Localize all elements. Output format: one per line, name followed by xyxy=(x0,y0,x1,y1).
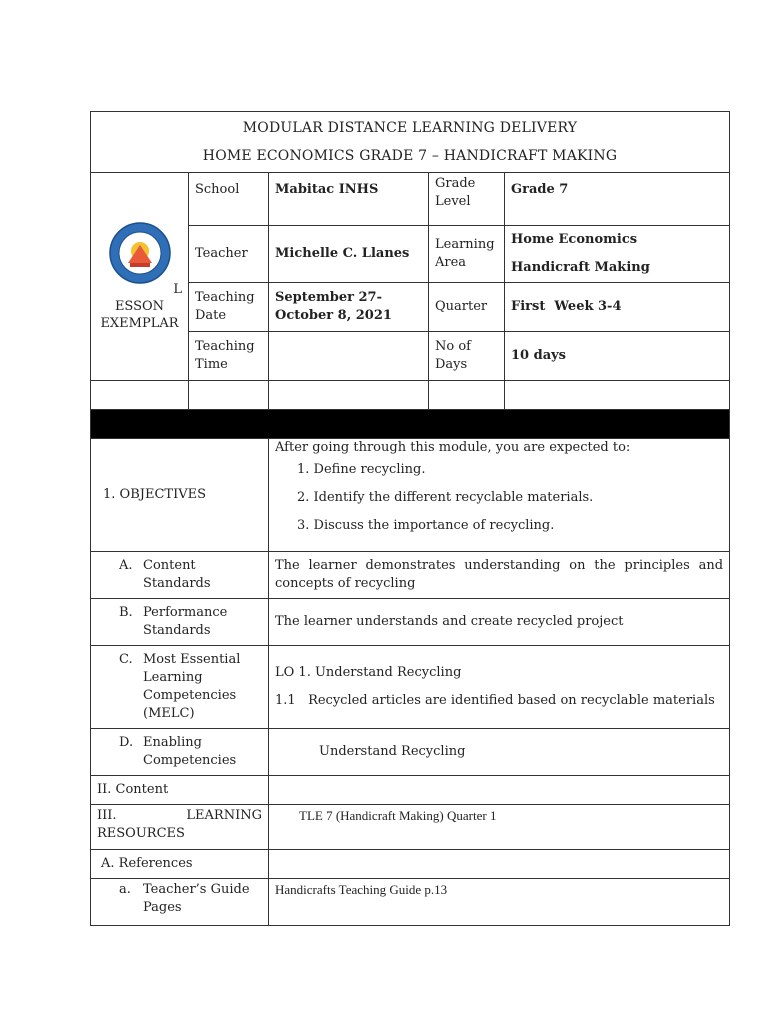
melc-row xyxy=(91,646,730,729)
teacher-value: Michelle C. Llanes xyxy=(269,226,429,283)
melc-value xyxy=(269,646,730,729)
empty-cell xyxy=(429,381,505,410)
enabling-competencies-row xyxy=(91,729,730,776)
teaching-time-value xyxy=(269,332,429,381)
school-value: Mabitac INHS xyxy=(269,173,429,226)
school-row xyxy=(91,173,730,226)
learning-resources-value: TLE 7 (Handicraft Making) Quarter 1 xyxy=(269,805,730,850)
teaching-time-label: Teaching Time xyxy=(189,332,269,381)
empty-cell xyxy=(505,381,730,410)
performance-standards-letter: B. xyxy=(119,605,133,620)
exemplar-label-exemplar: EXEMPLAR xyxy=(100,316,179,331)
objective-item: 1. Define recycling. xyxy=(297,462,426,477)
black-divider-bar xyxy=(91,410,730,439)
objective-item: 3. Discuss the importance of recycling. xyxy=(297,518,555,533)
empty-cell xyxy=(189,381,269,410)
grade-level-label: Grade Level xyxy=(429,173,505,226)
objectives-list xyxy=(275,461,723,535)
content-value xyxy=(269,776,730,805)
logo-cell xyxy=(91,173,189,381)
teachers-guide-label: Teacher’s Guide Pages xyxy=(143,882,250,915)
learning-area-label: Learning Area xyxy=(429,226,505,283)
references-row xyxy=(91,850,730,879)
exemplar-label-l: L xyxy=(173,282,182,297)
exemplar-label-esson: ESSON xyxy=(114,299,165,314)
learning-resources-label: III. LEARNING RESOURCES xyxy=(91,805,269,850)
melc-value-line2: 1.1 Recycled articles are identified based on recyclable materials xyxy=(275,693,715,708)
school-label: School xyxy=(189,173,269,226)
content-standards-label: Content Standards xyxy=(143,558,211,591)
empty-cell xyxy=(91,381,189,410)
no-of-days-label: No of Days xyxy=(429,332,505,381)
empty-cell xyxy=(269,381,429,410)
references-label: A. References xyxy=(91,850,269,879)
header-title-line2: HOME ECONOMICS GRADE 7 – HANDICRAFT MAKING xyxy=(202,148,618,164)
enabling-competencies-label-cell xyxy=(91,729,269,776)
learning-area-value-line1: Home Economics xyxy=(511,232,638,247)
melc-label-cell xyxy=(91,646,269,729)
content-row xyxy=(91,776,730,805)
header-row xyxy=(91,112,730,173)
quarter-value: First Week 3-4 xyxy=(505,283,730,332)
enabling-competencies-label: Enabling Competencies xyxy=(143,735,237,768)
content-standards-label-cell xyxy=(91,552,269,599)
teachers-guide-value: Handicrafts Teaching Guide p.13 xyxy=(269,879,730,926)
no-of-days-value: 10 days xyxy=(505,332,730,381)
document-header xyxy=(91,112,730,173)
objectives-content xyxy=(269,439,730,552)
objectives-intro: After going through this module, you are expected to: xyxy=(275,440,631,455)
lesson-table xyxy=(90,111,730,926)
learning-resources-row xyxy=(91,805,730,850)
division-seal-icon xyxy=(108,221,172,285)
objective-item: 2. Identify the different recyclable materials. xyxy=(297,490,594,505)
performance-standards-row xyxy=(91,599,730,646)
references-value xyxy=(269,850,730,879)
performance-standards-value: The learner understands and create recycled project xyxy=(269,599,730,646)
grade-level-value: Grade 7 xyxy=(505,173,730,226)
teachers-guide-letter: a. xyxy=(119,882,131,897)
objectives-row xyxy=(91,439,730,552)
content-standards-row xyxy=(91,552,730,599)
divider-bar-row xyxy=(91,410,730,439)
quarter-label: Quarter xyxy=(429,283,505,332)
header-title-line1: MODULAR DISTANCE LEARNING DELIVERY xyxy=(242,120,578,136)
enabling-competencies-value: Understand Recycling xyxy=(269,729,730,776)
content-standards-letter: A. xyxy=(119,558,133,573)
melc-letter: C. xyxy=(119,652,133,667)
teachers-guide-label-cell xyxy=(91,879,269,926)
teaching-date-label: Teaching Date xyxy=(189,283,269,332)
melc-label: Most Essential Learning Competencies (MELC) xyxy=(143,652,241,721)
content-label: II. Content xyxy=(91,776,269,805)
objectives-label: 1. OBJECTIVES xyxy=(91,439,269,552)
empty-row xyxy=(91,381,730,410)
learning-area-value-line2: Handicraft Making xyxy=(511,260,650,275)
teachers-guide-row xyxy=(91,879,730,926)
performance-standards-label-cell xyxy=(91,599,269,646)
teaching-date-value: September 27- October 8, 2021 xyxy=(269,283,429,332)
learning-area-value xyxy=(505,226,730,283)
melc-value-line1: LO 1. Understand Recycling xyxy=(275,665,462,680)
enabling-competencies-letter: D. xyxy=(119,735,134,750)
performance-standards-label: Performance Standards xyxy=(143,605,228,638)
teacher-label: Teacher xyxy=(189,226,269,283)
content-standards-value: The learner demonstrates understanding on the principles and concepts of recycling xyxy=(269,552,730,599)
